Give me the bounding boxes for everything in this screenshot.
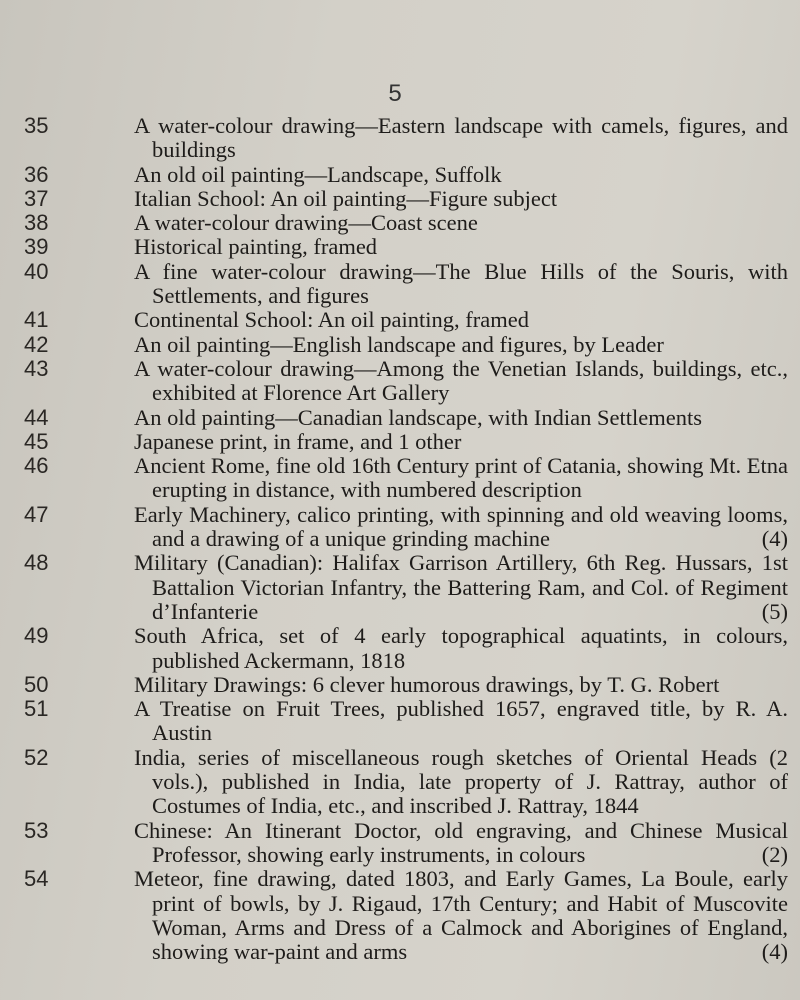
lot-description bbox=[134, 163, 788, 187]
lot-number: 46 bbox=[24, 453, 49, 479]
lot-entry bbox=[0, 697, 800, 746]
lot-description bbox=[134, 406, 788, 430]
lot-quantity: (2) bbox=[761, 841, 788, 867]
lot-description bbox=[134, 260, 788, 309]
lot-description-text: A fine water-colour drawing—The Blue Hills of the Souris, with Settlements, and figures bbox=[134, 258, 788, 309]
lot-description-text: Japanese print, in frame, and 1 other bbox=[134, 428, 462, 454]
lot-description-text: Continental School: An oil painting, framed bbox=[134, 307, 529, 333]
lot-description-text: Historical painting, framed bbox=[134, 234, 378, 260]
lot-number: 44 bbox=[24, 404, 49, 430]
lot-number: 35 bbox=[24, 113, 49, 138]
lot-number: 47 bbox=[24, 501, 49, 527]
lot-description bbox=[134, 308, 788, 332]
lot-entry bbox=[0, 454, 800, 503]
lot-description bbox=[134, 551, 788, 624]
lot-description-text: Ancient Rome, fine old 16th Century print of Catania, showing Mt. Etna erupting in distance, with numbered description bbox=[134, 453, 788, 503]
lot-description bbox=[134, 187, 788, 211]
lot-description bbox=[134, 430, 788, 454]
lot-entry bbox=[0, 235, 800, 259]
lot-description bbox=[134, 624, 788, 673]
lot-entry bbox=[0, 867, 800, 964]
lot-description-text: Chinese: An Itinerant Doctor, old engraving, and Chinese Musical Professor, showing early instruments, in colours bbox=[134, 817, 788, 867]
lot-description bbox=[134, 697, 788, 746]
lot-number: 52 bbox=[24, 744, 49, 770]
lot-description-text: Italian School: An oil painting—Figure subject bbox=[134, 185, 558, 211]
lot-description-text: A water-colour drawing—Coast scene bbox=[134, 210, 478, 236]
lot-entry bbox=[0, 163, 800, 187]
lot-description bbox=[134, 357, 788, 406]
lot-number: 40 bbox=[24, 258, 49, 284]
lot-entry bbox=[0, 551, 800, 624]
lot-description bbox=[134, 235, 788, 259]
lot-description bbox=[134, 673, 788, 697]
lot-description bbox=[134, 333, 788, 357]
lot-description-text: An oil painting—English landscape and figures, by Leader bbox=[134, 331, 664, 357]
lot-entry bbox=[0, 260, 800, 309]
lot-quantity: (4) bbox=[761, 939, 788, 965]
lot-description bbox=[134, 503, 788, 552]
lot-description-text: South Africa, set of 4 early topographical aquatints, in colours, published Ackermann, 1818 bbox=[134, 623, 788, 673]
lot-description bbox=[134, 454, 788, 503]
lot-entry bbox=[0, 406, 800, 430]
lot-entry bbox=[0, 308, 800, 332]
lot-description bbox=[134, 819, 788, 868]
lot-description-text: An old oil painting—Landscape, Suffolk bbox=[134, 161, 502, 187]
lot-entry bbox=[0, 673, 800, 697]
lot-number: 36 bbox=[24, 161, 49, 187]
lot-description-text: Early Machinery, calico printing, with spinning and old weaving looms, and a drawing of a unique grinding machine bbox=[134, 501, 788, 552]
lot-description bbox=[134, 211, 788, 235]
lot-entry bbox=[0, 333, 800, 357]
lot-number: 50 bbox=[24, 671, 49, 697]
lot-entry bbox=[0, 624, 800, 673]
lot-entry bbox=[0, 187, 800, 211]
lot-number: 51 bbox=[24, 696, 49, 722]
lot-number: 42 bbox=[24, 331, 49, 357]
lot-number: 39 bbox=[24, 234, 49, 260]
lot-number: 37 bbox=[24, 185, 49, 211]
lot-number: 45 bbox=[24, 428, 49, 454]
lot-number: 41 bbox=[24, 307, 49, 333]
lot-number: 48 bbox=[24, 550, 49, 576]
lot-entry bbox=[0, 430, 800, 454]
lot-list bbox=[0, 114, 800, 964]
lot-description-text: A water-colour drawing—Eastern landscape with camels, figures, and buildings bbox=[134, 113, 788, 163]
lot-number: 53 bbox=[24, 817, 49, 843]
lot-number: 49 bbox=[24, 623, 49, 649]
lot-number: 54 bbox=[24, 866, 49, 892]
lot-entry bbox=[0, 357, 800, 406]
lot-description-text: Military Drawings: 6 clever humorous drawings, by T. G. Robert bbox=[134, 671, 720, 697]
lot-entry bbox=[0, 819, 800, 868]
lot-entry bbox=[0, 746, 800, 819]
lot-entry bbox=[0, 503, 800, 552]
lot-description bbox=[134, 114, 788, 163]
lot-quantity: (4) bbox=[761, 526, 788, 552]
lot-entry bbox=[0, 211, 800, 235]
lot-description-text: A water-colour drawing—Among the Venetian Islands, buildings, etc., exhibited at Florence Art Gallery bbox=[134, 355, 788, 406]
lot-entry bbox=[0, 114, 800, 163]
lot-description-text: Military (Canadian): Halifax Garrison Artillery, 6th Reg. Hussars, 1st Battalion Victorian Infantry, the Battering Ram, and Col. of Regiment d’Infanterie bbox=[134, 550, 788, 624]
lot-quantity: (5) bbox=[761, 598, 788, 624]
lot-number: 38 bbox=[24, 210, 49, 236]
lot-description bbox=[134, 746, 788, 819]
lot-description-text: India, series of miscellaneous rough sketches of Oriental Heads (2 vols.), published in India, late property of J. Rattray, author of Costumes of India, etc., and inscribed J. Rattray, 1844 bbox=[134, 744, 788, 819]
page-number: 5 bbox=[388, 80, 402, 107]
lot-description bbox=[134, 867, 788, 964]
lot-description-text: Meteor, fine drawing, dated 1803, and Early Games, La Boule, early print of bowls, by J. Rigaud, 17th Century; and Habit of Muscovite Woman, Arms and Dress of a Calmock and Aborigines of England, showing war-paint and arms bbox=[134, 866, 788, 965]
lot-number: 43 bbox=[24, 355, 49, 381]
lot-description-text: A Treatise on Fruit Trees, published 1657, engraved title, by R. A. Austin bbox=[134, 696, 788, 746]
lot-description-text: An old painting—Canadian landscape, with Indian Settlements bbox=[134, 404, 703, 430]
